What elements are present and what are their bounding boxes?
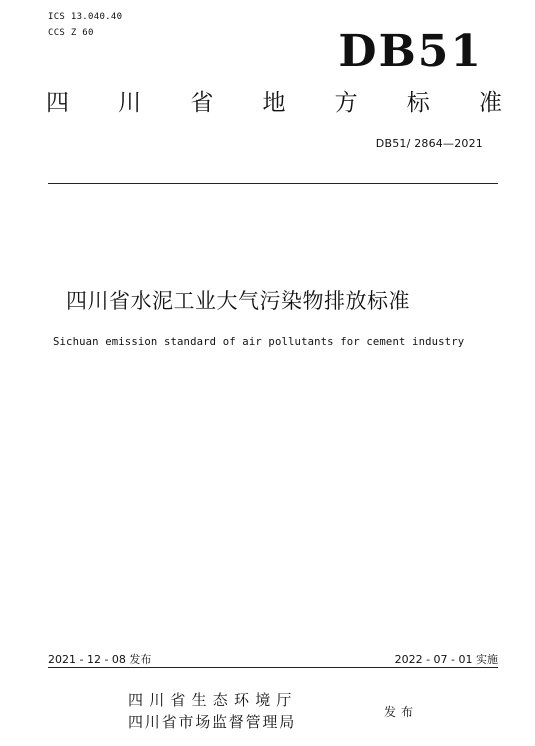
bottom-divider	[48, 667, 498, 668]
standard-type-char: 省	[190, 90, 214, 116]
standard-code-mark: DB51	[338, 26, 483, 77]
document-title-english: Sichuan emission standard of air pollutants for cement industry	[53, 336, 465, 348]
standard-type-char: 标	[406, 90, 430, 116]
issue-verb: 发布	[384, 705, 419, 719]
ccs-code: CCS Z 60	[48, 28, 94, 38]
standard-number: DB51/ 2864—2021	[375, 137, 483, 150]
ics-code: ICS 13.040.40	[48, 12, 123, 22]
implementation-date: 2022 - 07 - 01 实施	[394, 653, 498, 666]
standard-type-char: 准	[478, 90, 502, 116]
top-divider	[48, 183, 498, 184]
issue-date: 2021 - 12 - 08 发布	[48, 653, 152, 666]
issuer-market-regulation: 四川省市场监督管理局	[128, 713, 297, 731]
standard-type-char: 川	[118, 90, 142, 116]
standard-type-char: 方	[334, 90, 358, 116]
standard-type-title	[46, 92, 502, 115]
standard-type-char: 地	[262, 90, 286, 116]
issuer-ecology-environment: 四川省生态环境厅	[128, 691, 298, 709]
document-title-chinese: 四川省水泥工业大气污染物排放标准	[66, 289, 410, 313]
standard-type-char: 四	[46, 90, 69, 116]
